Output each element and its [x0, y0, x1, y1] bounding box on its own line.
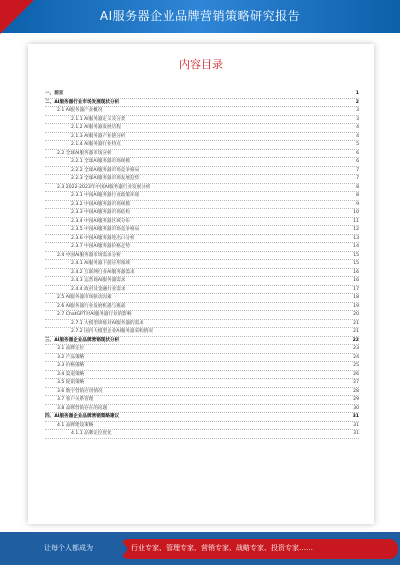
toc-entry[interactable] — [45, 107, 359, 116]
toc-entry[interactable] — [45, 430, 359, 439]
toc-entry-text: 4.1.1 品牌定位优化 — [71, 431, 112, 436]
toc-entry-text: 2.3.1 中国AI服务器行业政策环境 — [71, 193, 140, 198]
toc-entry[interactable] — [45, 260, 359, 269]
toc-entry-page: 6 — [356, 150, 359, 156]
toc-entry[interactable] — [45, 320, 359, 329]
toc-entry-text: 2.2.3 全球AI服务器市场发展趋势 — [71, 176, 140, 181]
toc-entry[interactable] — [45, 328, 359, 337]
toc-entry-page: 31 — [353, 431, 359, 436]
toc-entry-page: 25 — [353, 363, 359, 368]
toc-entry-page: 13 — [353, 235, 359, 241]
toc-entry[interactable] — [45, 413, 359, 422]
toc-entry-text: 2.3.5 中国AI服务器市场竞争格局 — [71, 227, 140, 232]
toc-entry-text: 2.1.3 AI服务器产业链分析 — [71, 133, 126, 139]
toc-entry-page: 7 — [356, 176, 359, 181]
toc-entry-page: 16 — [353, 269, 359, 275]
toc-entry-text: 2.4.1 AI服务器下游应用领域 — [71, 261, 130, 266]
toc-entry-page: 4 — [356, 125, 359, 130]
toc-entry-text: 2.4.3 运营商AI服务器需求 — [71, 278, 126, 283]
toc-entry[interactable] — [45, 422, 359, 431]
toc-entry[interactable] — [45, 141, 359, 150]
toc-entry-text: 2.4.4 政府及金融行业需求 — [71, 286, 126, 292]
toc-entry-text: 3.3 价格策略 — [57, 363, 85, 368]
toc-entry[interactable] — [45, 184, 359, 193]
toc-entry[interactable] — [45, 303, 359, 312]
toc-entry[interactable] — [45, 226, 359, 235]
toc-entry-text: 2.2.2 全球AI服务器市场竞争格局 — [71, 167, 140, 173]
footer-tagline-badge — [120, 539, 398, 559]
toc-entry-text: 二、AI服务器行业市场发展现状分析 — [45, 99, 120, 105]
toc-entry-text: 3.4 渠道策略 — [57, 371, 85, 377]
toc-entry-text: 2.3.2 中国AI服务器市场规模 — [71, 201, 130, 207]
corner-ribbon — [0, 0, 34, 34]
toc-entry-page: 4 — [356, 133, 359, 139]
toc-entry-text: 3.2 产品策略 — [57, 354, 85, 360]
toc-entry-page: 21 — [353, 320, 359, 326]
table-of-contents — [45, 90, 359, 439]
toc-entry-page: 6 — [356, 159, 359, 164]
toc-entry-text: 2.7.1 大模型训练对AI服务器的需求 — [71, 320, 144, 326]
toc-entry[interactable] — [45, 405, 359, 414]
toc-entry-page: 20 — [353, 312, 359, 317]
toc-entry[interactable] — [45, 167, 359, 176]
toc-entry-page: 3 — [356, 108, 359, 113]
toc-entry[interactable] — [45, 218, 359, 227]
toc-entry[interactable] — [45, 116, 359, 125]
toc-entry[interactable] — [45, 201, 359, 210]
toc-entry-page: 28 — [353, 388, 359, 394]
toc-entry[interactable] — [45, 396, 359, 405]
toc-entry[interactable] — [45, 337, 359, 346]
toc-entry-page: 23 — [353, 346, 359, 351]
toc-entry[interactable] — [45, 150, 359, 159]
toc-entry-text: 2.3.7 中国AI服务器价格走势 — [71, 244, 130, 249]
report-title: AI服务器企业品牌营销策略研究报告 — [99, 9, 301, 23]
toc-entry[interactable] — [45, 209, 359, 218]
toc-entry-page: 9 — [356, 201, 359, 207]
footer-tagline: 行业专家、管理专家、营销专家、战略专家、投资专家…… — [131, 544, 313, 552]
toc-entry-text: 3.6 数字营销应用情况 — [57, 388, 103, 394]
toc-entry[interactable] — [45, 158, 359, 167]
toc-entry-text: 2.1.4 AI服务器行业特点 — [71, 142, 121, 147]
toc-entry[interactable] — [45, 345, 359, 354]
toc-entry-text: 四、AI服务器企业品牌营销策略建议 — [45, 414, 120, 419]
toc-entry[interactable] — [45, 286, 359, 295]
toc-entry-page: 2 — [355, 99, 359, 105]
toc-entry-page: 1 — [355, 91, 359, 96]
toc-entry[interactable] — [45, 294, 359, 303]
toc-entry-page: 24 — [353, 354, 359, 360]
footer-arrow-icon — [120, 539, 128, 559]
toc-entry[interactable] — [45, 124, 359, 133]
toc-entry-page: 29 — [353, 397, 359, 402]
toc-entry-text: 2.1.2 AI服务器发展历程 — [71, 125, 121, 130]
toc-entry-text: 2.3.6 中国AI服务器进出口分析 — [71, 235, 135, 241]
toc-entry[interactable] — [45, 90, 359, 99]
toc-entry-page: 21 — [353, 329, 359, 334]
toc-entry[interactable] — [45, 133, 359, 142]
toc-entry-text: 3.1 品牌定位 — [57, 346, 85, 351]
toc-entry[interactable] — [45, 269, 359, 278]
toc-entry-page: 10 — [353, 210, 359, 215]
toc-entry-text: 2.7 ChatGPT对AI服务器行业的影响 — [57, 312, 132, 317]
toc-entry-text: 2.2.1 全球AI服务器市场规模 — [71, 159, 130, 164]
toc-entry[interactable] — [45, 371, 359, 380]
toc-entry-page: 16 — [353, 278, 359, 283]
toc-entry-page: 15 — [353, 252, 359, 258]
footer-bar — [0, 532, 400, 565]
toc-entry-text: 2.1 AI服务器产业概况 — [57, 108, 103, 113]
toc-entry-page: 18 — [353, 295, 359, 300]
toc-entry-page: 22 — [352, 337, 359, 343]
toc-entry-page: 17 — [353, 286, 359, 292]
toc-entry-text: 2.4.2 互联网行业AI服务器需求 — [71, 269, 135, 275]
report-title-banner — [0, 0, 400, 33]
toc-entry[interactable] — [45, 99, 359, 108]
toc-entry-text: 3.7 客户关系管理 — [57, 397, 94, 402]
toc-entry[interactable] — [45, 235, 359, 244]
toc-title: 内容目录 — [179, 58, 223, 71]
toc-entry[interactable] — [45, 311, 359, 320]
toc-entry-page: 26 — [353, 371, 359, 377]
toc-entry[interactable] — [45, 354, 359, 363]
toc-entry-page: 3 — [356, 116, 359, 122]
toc-entry[interactable] — [45, 277, 359, 286]
toc-entry-text: 2.6 AI服务器行业发展机遇与挑战 — [57, 303, 126, 309]
toc-entry-text: 三、AI服务器企业品牌营销现状分析 — [45, 337, 120, 343]
toc-entry-page: 31 — [352, 414, 359, 419]
toc-entry-text: 2.1.1 AI服务器定义及分类 — [71, 116, 126, 122]
toc-entry-text: 2.3.4 中国AI服务器区域分布 — [71, 218, 130, 224]
toc-entry[interactable] — [45, 175, 359, 184]
toc-entry-page: 12 — [353, 227, 359, 232]
toc-entry-text: 4.1 品牌建设策略 — [57, 422, 94, 428]
toc-entry-text: 2.5 AI服务器市场驱动因素 — [57, 295, 112, 300]
toc-entry-text: 3.5 促销策略 — [57, 380, 85, 385]
toc-entry-page: 27 — [353, 380, 359, 385]
toc-entry-page: 30 — [353, 405, 359, 411]
toc-entry-page: 8 — [356, 193, 359, 198]
toc-entry[interactable] — [45, 243, 359, 252]
toc-entry-text: 2.4 中国AI服务器市场需求分析 — [57, 252, 121, 258]
toc-entry[interactable] — [45, 362, 359, 371]
toc-entry-page: 11 — [353, 218, 359, 224]
toc-entry-text: 2.3 2022-2023年中国AI服务器行业发展分析 — [57, 184, 151, 190]
toc-entry-page: 8 — [356, 184, 359, 190]
toc-entry[interactable] — [45, 192, 359, 201]
toc-entry-text: 3.8 品牌营销存在的问题 — [57, 405, 108, 411]
toc-entry[interactable] — [45, 388, 359, 397]
toc-entry[interactable] — [45, 252, 359, 261]
toc-entry-page: 7 — [356, 167, 359, 173]
toc-entry[interactable] — [45, 379, 359, 388]
toc-entry-page: 15 — [353, 261, 359, 266]
footer-slogan: 让每个人都成为 — [44, 544, 93, 552]
toc-entry-page: 31 — [353, 422, 359, 428]
toc-entry-page: 5 — [356, 142, 359, 147]
document-page — [28, 44, 374, 524]
toc-entry-page: 14 — [353, 244, 359, 249]
toc-entry-page: 19 — [353, 303, 359, 309]
toc-entry-text: 2.2 全球AI服务器市场分析 — [57, 150, 112, 156]
toc-entry-text: 2.7.2 国内大模型企业AI服务器采购情况 — [71, 329, 153, 334]
toc-entry-text: 2.3.3 中国AI服务器市场结构 — [71, 210, 130, 215]
toc-entry-text: 一、前言 — [45, 91, 64, 96]
